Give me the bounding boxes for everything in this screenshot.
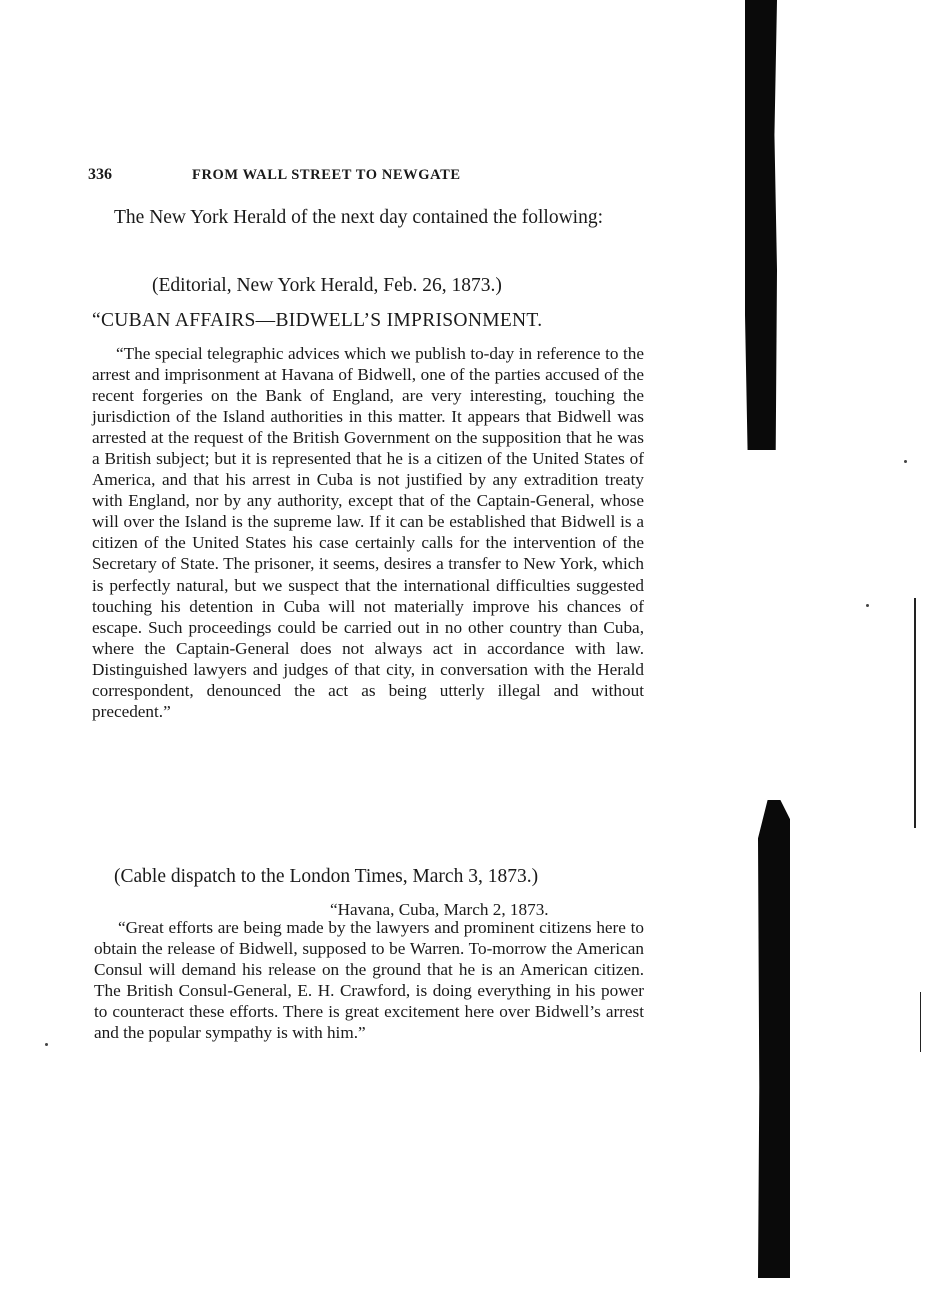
scan-edge-line-right	[914, 598, 916, 828]
scan-edge-bar-bottom	[758, 800, 790, 1278]
cable-source-line: (Cable dispatch to the London Times, March 3, 1873.)	[114, 866, 539, 887]
running-title: FROM WALL STREET TO NEWGATE	[192, 167, 461, 183]
scan-edge-bar-top	[745, 0, 777, 450]
scan-speck	[904, 460, 907, 463]
scan-edge-line-right-lower	[920, 992, 921, 1052]
page-number: 336	[88, 166, 112, 183]
page-header	[88, 166, 648, 190]
editorial-headline: “CUBAN AFFAIRS—BIDWELL’S IMPRISONMENT.	[92, 310, 543, 331]
editorial-quote-body: “The special telegraphic advices which we publish to-day in reference to the arrest and imprisonment at Havana of Bidwell, one of the parties accused of the recent forgeries on the Bank of England, are very interesting, touching the jurisdiction of the Island authorities in this matter. It appears that Bidwell was arrested at the request of the British Government on the supposition that he was a British subject; but it is represented that he is a citizen of the United States of America, and that his arrest in Cuba is not justified by any extradition treaty with England, nor by any authority, except that of the Captain-General, whose will over the Island is the supreme law. If it can be established that Bidwell is a citizen of the United States his case certainly calls for the intervention of the Secretary of State. The prisoner, it seems, desires a transfer to New York, which is perfectly natural, but we suspect that the international difficulties suggested touching his detention in Cuba will not materially improve his chances of escape. Such proceedings could be carried out in no other country than Cuba, where the Captain-General does not always act in accordance with law. Distinguished lawyers and judges of that city, in conversation with the Herald correspondent, denounced the act as being utterly illegal and without precedent.”	[92, 344, 644, 721]
cable-quote-body: “Great efforts are being made by the lawyers and prominent citizens here to obtain the release of Bidwell, supposed to be Warren. To-morrow the American Consul will demand his release on the ground that he is an American citizen. The British Consul-General, E. H. Crawford, is doing everything in his power to counteract these efforts. There is great excitement here over Bidwell’s arrest and the popular sympathy is with him.”	[94, 918, 644, 1042]
scan-speck	[866, 604, 869, 607]
cable-dateline: “Havana, Cuba, March 2, 1873.	[330, 900, 549, 919]
intro-paragraph: The New York Herald of the next day contained the following:	[114, 207, 604, 228]
scan-speck	[45, 1043, 48, 1046]
editorial-source-line: (Editorial, New York Herald, Feb. 26, 1873.)	[152, 275, 502, 296]
